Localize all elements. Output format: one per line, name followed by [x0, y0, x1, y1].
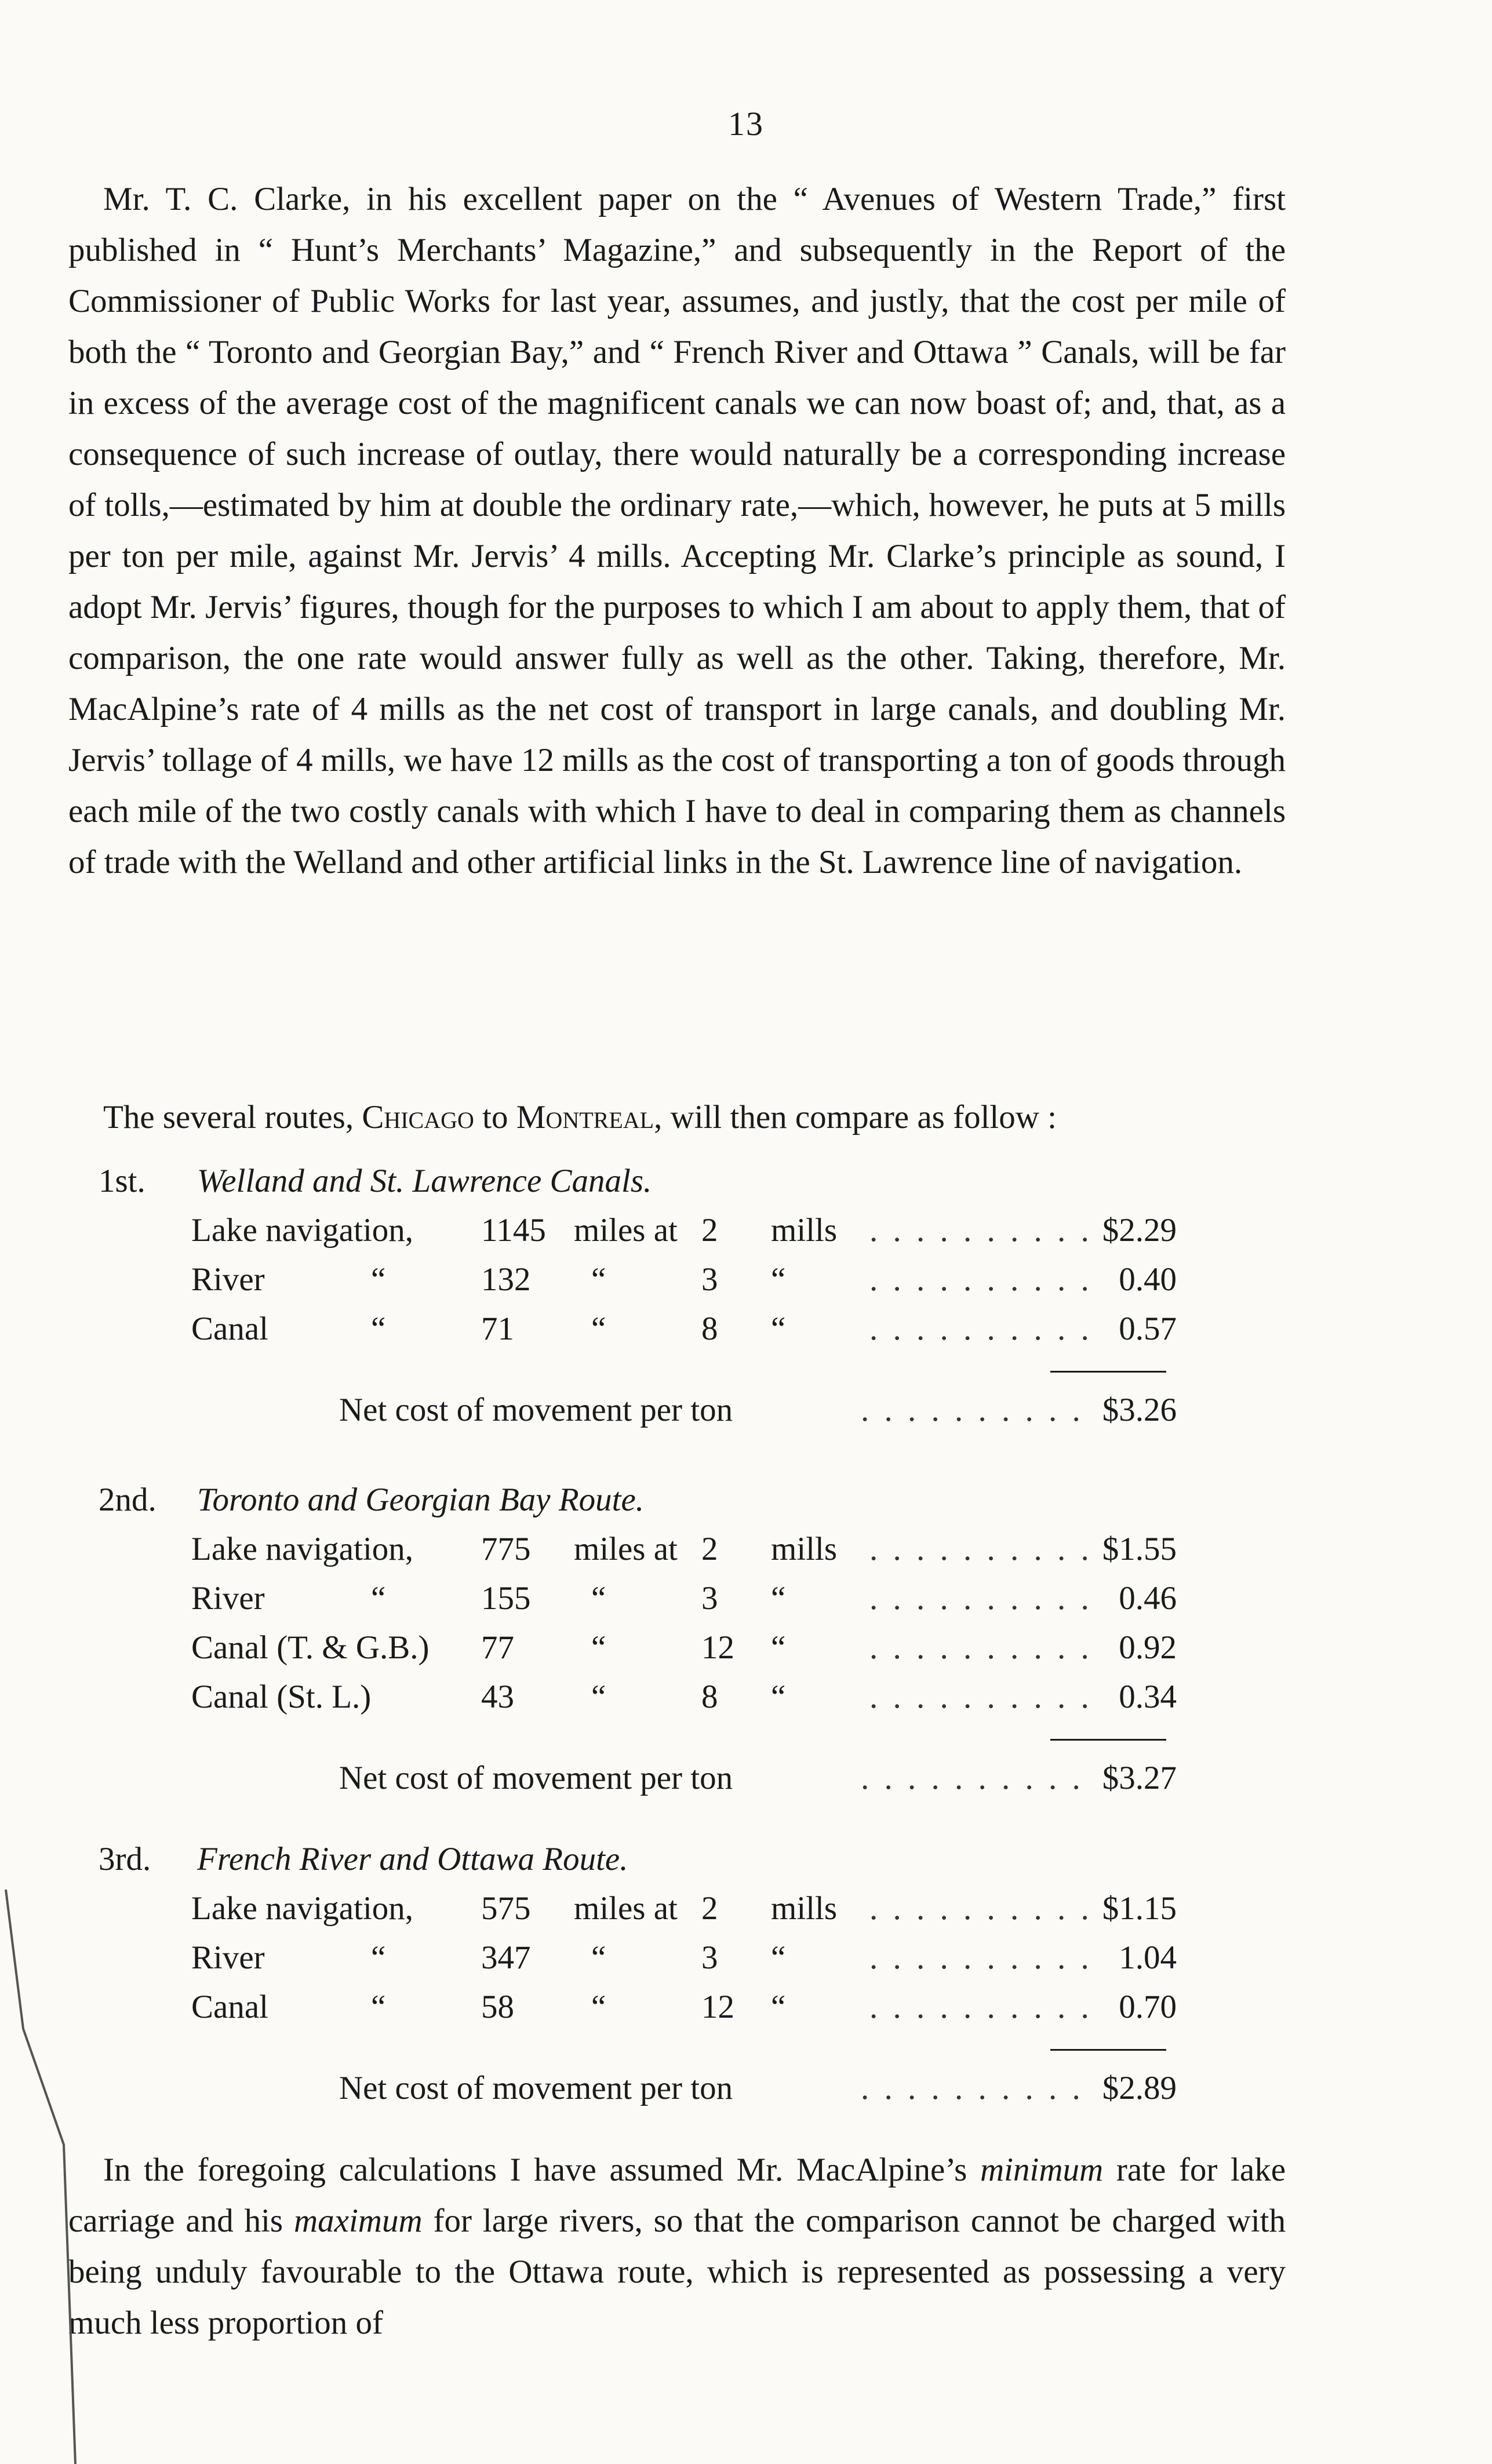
row-miles: 132: [481, 1261, 531, 1298]
row-label: Lake navigation,: [191, 1890, 414, 1927]
row-ditto: “: [771, 1679, 786, 1715]
row-miles: 58: [481, 1989, 514, 2025]
row-ditto: “: [371, 1261, 386, 1298]
row-rate-unit: mills: [771, 1890, 838, 1927]
page-number: 13: [728, 105, 764, 143]
row-miles: 775: [481, 1531, 531, 1567]
route-heading: [99, 1162, 652, 1200]
total-label: Net cost of movement per ton: [339, 1392, 733, 1428]
total-amount: $3.26: [1102, 1392, 1177, 1428]
row-miles: 155: [481, 1580, 531, 1617]
row-label: Lake navigation,: [191, 1212, 414, 1249]
row-ditto: “: [371, 1939, 386, 1976]
row-ditto: “: [771, 1261, 786, 1298]
leader-dots: . . . . . . . . . .: [869, 1212, 1093, 1249]
intro-suffix: , will then compare as follow :: [654, 1099, 1057, 1135]
route-heading: [99, 1840, 628, 1878]
row-amount: 0.34: [1119, 1679, 1177, 1715]
row-ditto: “: [591, 1261, 606, 1298]
route-row: [191, 1530, 1177, 1577]
row-label: Canal: [191, 1311, 268, 1347]
route-row: [191, 1579, 1177, 1626]
row-label: River: [191, 1261, 265, 1298]
route-number: 1st.: [99, 1163, 145, 1199]
row-amount: 1.04: [1119, 1939, 1177, 1976]
row-rate: 8: [701, 1679, 718, 1715]
paragraph-conclusion: [68, 2145, 1286, 2349]
row-label: Lake navigation,: [191, 1531, 414, 1567]
leader-dots: . . . . . . . . . .: [861, 1760, 1084, 1796]
row-miles: 43: [481, 1679, 514, 1715]
row-miles: 77: [481, 1629, 514, 1666]
para2-minimum: minimum: [980, 2152, 1104, 2188]
leader-dots: . . . . . . . . . .: [869, 1939, 1093, 1976]
total-label: Net cost of movement per ton: [339, 1760, 733, 1796]
row-label: Canal (T. & G.B.): [191, 1629, 430, 1666]
row-amount: 0.92: [1119, 1629, 1177, 1666]
leader-dots: . . . . . . . . . .: [869, 1989, 1093, 2025]
leader-dots: . . . . . . . . . .: [869, 1531, 1093, 1567]
row-miles: 347: [481, 1939, 531, 1976]
route-title: Toronto and Georgian Bay Route.: [197, 1482, 645, 1518]
row-ditto: “: [591, 1629, 606, 1666]
row-unit: miles at: [574, 1890, 678, 1927]
row-amount: 0.46: [1119, 1580, 1177, 1617]
leader-dots: . . . . . . . . . .: [869, 1261, 1093, 1298]
row-rate-unit: mills: [771, 1531, 838, 1567]
row-amount: $1.15: [1102, 1890, 1177, 1927]
para2-b: rate for lake carriage and his: [68, 2152, 1286, 2239]
intro-to: Montreal: [516, 1099, 654, 1135]
row-ditto: “: [591, 1989, 606, 2025]
leader-dots: . . . . . . . . . .: [861, 2070, 1084, 2106]
total-amount: $2.89: [1102, 2070, 1177, 2106]
row-ditto: “: [591, 1311, 606, 1347]
row-amount: $1.55: [1102, 1531, 1177, 1567]
route-row: [191, 1310, 1177, 1356]
row-label: Canal (St. L.): [191, 1679, 372, 1715]
row-rate-unit: mills: [771, 1212, 838, 1249]
leader-dots: . . . . . . . . . .: [869, 1311, 1093, 1347]
total-label: Net cost of movement per ton: [339, 2070, 733, 2106]
row-amount: 0.70: [1119, 1989, 1177, 2025]
row-ditto: “: [771, 1629, 786, 1666]
row-rate: 3: [701, 1261, 718, 1298]
intro-prefix: The several routes,: [103, 1099, 362, 1135]
leader-dots: . . . . . . . . . .: [869, 1890, 1093, 1927]
route-heading: [99, 1481, 644, 1519]
margin-pencil-mark: [0, 0, 116, 2464]
row-ditto: “: [371, 1311, 386, 1347]
row-ditto: “: [371, 1580, 386, 1617]
sum-rule: [1050, 1739, 1166, 1741]
row-ditto: “: [771, 1311, 786, 1347]
row-rate: 2: [701, 1212, 718, 1249]
route-row: [191, 1988, 1177, 2034]
row-unit: miles at: [574, 1212, 678, 1249]
leader-dots: . . . . . . . . . .: [869, 1679, 1093, 1715]
row-label: River: [191, 1939, 265, 1976]
row-amount: 0.57: [1119, 1311, 1177, 1347]
route-row: [191, 1890, 1177, 1936]
route-title: Welland and St. Lawrence Canals.: [197, 1163, 652, 1199]
route-row: [191, 1678, 1177, 1724]
row-ditto: “: [771, 1939, 786, 1976]
total-amount: $3.27: [1102, 1760, 1177, 1796]
row-rate: 3: [701, 1580, 718, 1617]
paragraph-clarke: Mr. T. C. Clarke, in his excellent paper on the “ Avenues of Western Trade,” first published in “ Hunt’s Merchants’ Magazine,” and subsequently in the Report of the Commissioner of Public Works for last year, assumes, and justly, that the cost per mile of both the “ Toronto and Georgian Bay,” and “ French River and Ottawa ” Canals, will be far in excess of the average cost of the magnificent canals we can now boast of; and, that, as a consequence of such increase of outlay, there would naturally be a corresponding increase of tolls,—estimated by him at double the ordinary rate,—which, however, he puts at 5 mills per ton per mile, against Mr. Jervis’ 4 mills. Accepting Mr. Clarke’s principle as sound, I adopt Mr. Jervis’ figures, though for the purposes to which I am about to apply them, that of comparison, the one rate would answer fully as well as the other. Taking, therefore, Mr. MacAlpine’s rate of 4 mills as the net cost of transport in large canals, and doubling Mr. Jervis’ tollage of 4 mills, we have 12 mills as the cost of transporting a ton of goods through each mile of the two costly canals with which I have to deal in comparing them as channels of trade with the Welland and other artificial links in the St. Lawrence line of navigation.: [68, 181, 1286, 880]
row-rate: 12: [701, 1629, 734, 1666]
route-number: 3rd.: [99, 1841, 151, 1877]
row-rate: 3: [701, 1939, 718, 1976]
leader-dots: . . . . . . . . . .: [869, 1629, 1093, 1666]
row-rate: 2: [701, 1890, 718, 1927]
route-row: [191, 1939, 1177, 1985]
row-rate: 8: [701, 1311, 718, 1347]
route-number: 2nd.: [99, 1482, 157, 1518]
routes-intro: [103, 1098, 1057, 1136]
sum-rule: [1050, 2049, 1166, 2051]
row-label: River: [191, 1580, 265, 1617]
row-miles: 575: [481, 1890, 531, 1927]
row-miles: 1145: [481, 1212, 546, 1249]
route-total: [339, 2069, 1177, 2116]
row-label: Canal: [191, 1989, 268, 2025]
row-ditto: “: [371, 1989, 386, 2025]
intro-from: Chicago: [362, 1099, 474, 1135]
row-miles: 71: [481, 1311, 514, 1347]
row-ditto: “: [771, 1989, 786, 2025]
para2-a: In the foregoing calculations I have assumed Mr. MacAlpine’s: [103, 2152, 981, 2188]
row-rate: 2: [701, 1531, 718, 1567]
route-row: [191, 1629, 1177, 1675]
row-rate: 12: [701, 1989, 734, 2025]
leader-dots: . . . . . . . . . .: [861, 1392, 1084, 1428]
sum-rule: [1050, 1371, 1166, 1373]
route-row: [191, 1261, 1177, 1307]
route-title: French River and Ottawa Route.: [197, 1841, 628, 1877]
row-unit: miles at: [574, 1531, 678, 1567]
intro-to-word: to: [474, 1099, 516, 1135]
row-ditto: “: [591, 1679, 606, 1715]
row-ditto: “: [591, 1939, 606, 1976]
route-total: [339, 1391, 1177, 1437]
row-amount: $2.29: [1102, 1212, 1177, 1249]
row-ditto: “: [771, 1580, 786, 1617]
para2-maximum: maximum: [294, 2203, 423, 2239]
leader-dots: . . . . . . . . . .: [869, 1580, 1093, 1617]
row-amount: 0.40: [1119, 1261, 1177, 1298]
route-total: [339, 1759, 1177, 1806]
para2-c: for large rivers, so that the comparison cannot be charged with being unduly favourable to the Ottawa route, which is represented as possessing a very much less proportion of: [68, 2203, 1286, 2341]
route-row: [191, 1211, 1177, 1258]
row-ditto: “: [591, 1580, 606, 1617]
